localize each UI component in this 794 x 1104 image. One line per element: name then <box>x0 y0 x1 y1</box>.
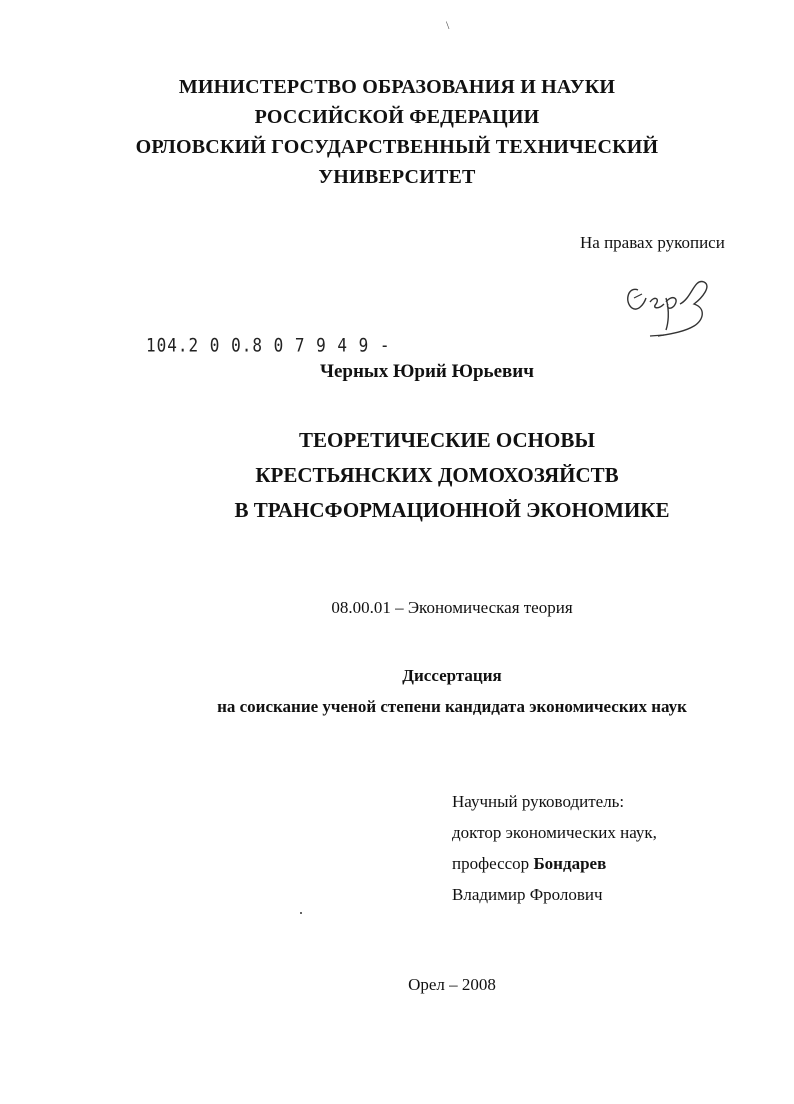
supervisor-degree: доктор экономических наук, <box>452 823 657 842</box>
title-line-1: ТЕОРЕТИЧЕСКИЕ ОСНОВЫ <box>299 428 595 452</box>
ministry-header <box>0 72 794 192</box>
dissertation-label <box>0 660 794 722</box>
supervisor-block <box>452 786 657 910</box>
ministry-line-2: РОССИЙСКОЙ ФЕДЕРАЦИИ <box>254 106 540 128</box>
title-line-2: КРЕСТЬЯНСКИХ ДОМОХОЗЯЙСТВ <box>255 463 619 487</box>
scan-mark: \ <box>446 18 450 32</box>
specialty-code: 08.00.01 – Экономическая теория <box>331 598 573 617</box>
rights-note: На правах рукописи <box>580 233 725 252</box>
dissertation-title <box>0 423 794 528</box>
supervisor-rank: профессор <box>452 854 530 873</box>
supervisor-label: Научный руководитель: <box>452 792 625 811</box>
title-line-3: В ТРАНСФОРМАЦИОННОЙ ЭКОНОМИКЕ <box>234 498 670 522</box>
supervisor-rank-line <box>452 848 657 879</box>
author-name: Черных Юрий Юрьевич <box>320 361 534 382</box>
ministry-line-1: МИНИСТЕРСТВО ОБРАЗОВАНИЯ И НАУКИ <box>178 76 616 98</box>
supervisor-given-names: Владимир Фролович <box>452 885 603 904</box>
scan-speck <box>300 912 302 914</box>
library-inventory-number: 104.2 0 0.8 0 7 9 4 9 - <box>146 334 391 356</box>
ministry-line-3: ОРЛОВСКИЙ ГОСУДАРСТВЕННЫЙ ТЕХНИЧЕСКИЙ <box>135 136 659 158</box>
dissertation-heading: Диссертация <box>402 666 502 685</box>
handwritten-signature <box>620 268 720 348</box>
dissertation-subheading: на соискание ученой степени кандидата экономических наук <box>217 697 687 716</box>
ministry-line-4: УНИВЕРСИТЕТ <box>318 166 476 188</box>
supervisor-surname: Бондарев <box>533 854 607 873</box>
city-year: Орел – 2008 <box>408 975 496 994</box>
